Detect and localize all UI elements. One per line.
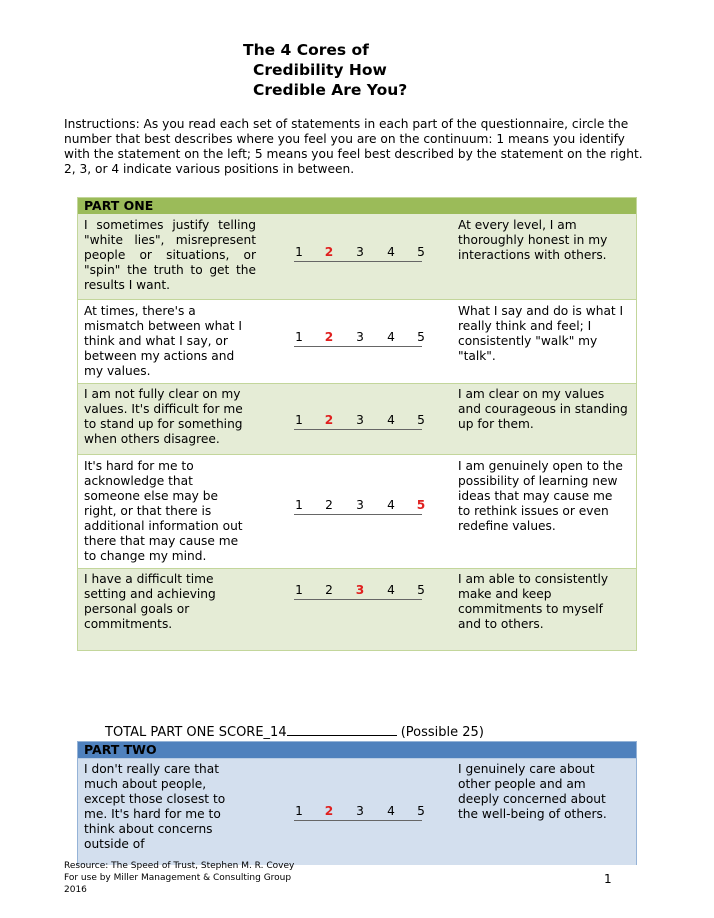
footer-resource: Resource: The Speed of Trust, Stephen M. R. Covey — [64, 861, 295, 871]
right-statement: I am able to consistently make and keep commitments to myself and to others. — [458, 572, 609, 631]
left-statement: I sometimes justify telling "white lies", misrepresent people or situations, or "spin" the truth to get the results I want. — [84, 218, 256, 292]
scale-option-3[interactable]: 3 — [356, 804, 364, 818]
scale-option-1[interactable]: 1 — [295, 413, 303, 427]
title-line-3: Credible Are You? — [253, 81, 408, 99]
scale-option-4[interactable]: 4 — [387, 413, 395, 427]
document-title — [243, 40, 407, 100]
score-blank[interactable] — [287, 735, 397, 736]
scale-option-2[interactable]: 2 — [324, 804, 334, 818]
scale-option-2[interactable]: 2 — [324, 330, 334, 344]
scale-option-5[interactable]: 5 — [416, 498, 426, 512]
scale-option-3[interactable]: 3 — [356, 413, 364, 427]
rating-scale — [294, 413, 425, 430]
scale-option-1[interactable]: 1 — [295, 804, 303, 818]
total-score-line — [105, 725, 484, 740]
left-statement: It's hard for me to acknowledge that someone else may be right, or that there is additional information out there that may cause me to change my mind. — [84, 459, 243, 563]
scale-option-4[interactable]: 4 — [387, 245, 395, 259]
scale-option-2[interactable]: 2 — [325, 498, 333, 512]
part-two-heading: PART TWO — [78, 742, 636, 759]
scale-option-1[interactable]: 1 — [295, 245, 303, 259]
right-statement: What I say and do is what I really think and feel; I consistently "walk" my "talk". — [458, 304, 624, 363]
scale-option-2[interactable]: 2 — [324, 245, 334, 259]
rating-scale — [294, 498, 426, 515]
scale-option-3[interactable]: 3 — [355, 583, 365, 597]
scale-option-2[interactable]: 2 — [325, 583, 333, 597]
left-statement: At times, there's a mismatch between what I think and what I say, or between my actions and my values. — [84, 304, 243, 378]
scale-option-5[interactable]: 5 — [417, 330, 425, 344]
scale-option-5[interactable]: 5 — [417, 245, 425, 259]
scale-option-1[interactable]: 1 — [295, 498, 303, 512]
right-statement: At every level, I am thoroughly honest in my interactions with others. — [458, 218, 608, 262]
rating-scale — [294, 583, 425, 600]
right-statement: I genuinely care about other people and am deeply concerned about the well-being of others. — [458, 762, 607, 821]
right-statement: I am genuinely open to the possibility of learning new ideas that may cause me to rethink issues or even redefine values. — [458, 459, 623, 533]
scale-option-1[interactable]: 1 — [295, 330, 303, 344]
footer-year: 2016 — [64, 885, 87, 895]
page-number: 1 — [604, 872, 612, 886]
scale-option-4[interactable]: 4 — [387, 330, 395, 344]
scale-option-1[interactable]: 1 — [295, 583, 303, 597]
part-two-section — [77, 741, 637, 865]
statement-row — [78, 384, 636, 454]
rating-scale — [294, 245, 425, 262]
left-statement: I have a difficult time setting and achieving personal goals or commitments. — [84, 572, 216, 631]
scale-option-5[interactable]: 5 — [417, 413, 425, 427]
rating-scale — [294, 804, 425, 821]
footer-usage: For use by Miller Management & Consulting Group — [64, 873, 292, 883]
scale-option-3[interactable]: 3 — [356, 498, 364, 512]
statement-row — [78, 569, 636, 650]
footer — [64, 860, 294, 896]
rating-scale — [294, 330, 425, 347]
part-one-section — [77, 197, 637, 651]
right-statement: I am clear on my values and courageous in standing up for them. — [458, 387, 628, 431]
title-line-1: The 4 Cores of — [243, 41, 369, 59]
left-statement: I am not fully clear on my values. It's difficult for me to stand up for something when others disagree. — [84, 387, 243, 446]
statement-row — [78, 214, 636, 299]
part-one-heading: PART ONE — [78, 198, 636, 214]
instructions-text: Instructions: As you read each set of statements in each part of the questionnaire, circle the number that best describes where you feel you are on the continuum: 1 means you identify with the statement on the left; 5 means you feel best described by the statement on the right. 2, 3, or 4 indicate various positions in between. — [64, 117, 643, 176]
scale-option-4[interactable]: 4 — [387, 804, 395, 818]
possible-score: (Possible 25) — [400, 725, 484, 740]
scale-option-3[interactable]: 3 — [356, 330, 364, 344]
scale-option-3[interactable]: 3 — [356, 245, 364, 259]
scale-option-5[interactable]: 5 — [417, 804, 425, 818]
statement-row — [78, 759, 636, 865]
title-line-2: Credibility How — [253, 61, 387, 79]
scale-option-4[interactable]: 4 — [387, 583, 395, 597]
scale-option-2[interactable]: 2 — [324, 413, 334, 427]
statement-row — [78, 454, 636, 569]
scale-option-4[interactable]: 4 — [387, 498, 395, 512]
total-score-label: TOTAL PART ONE SCORE_14 — [105, 725, 287, 740]
statement-row — [78, 299, 636, 384]
left-statement: I don't really care that much about people, except those closest to me. It's hard for me to think about concerns outside of — [84, 762, 226, 851]
scale-option-5[interactable]: 5 — [417, 583, 425, 597]
